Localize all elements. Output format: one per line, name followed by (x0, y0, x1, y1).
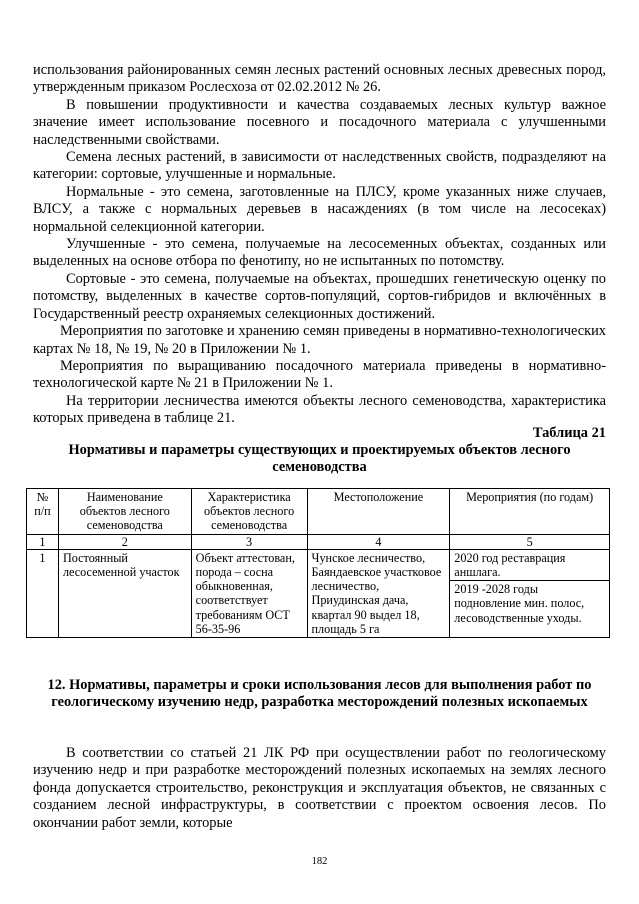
measure-item: 2020 год реставрация аншлага. (454, 550, 566, 580)
seed-objects-table (26, 488, 610, 638)
row-num: 1 (27, 549, 59, 637)
page-number: 182 (311, 856, 328, 867)
row-location: Чунское лесничество, Баяндаевское участковое лесничество, Приудинская дача, квартал 90 выдел 18, площадь 5 га (307, 549, 450, 637)
table-title: Нормативы и параметры существующих и проектируемых объектов лесного семеноводства (68, 442, 571, 476)
section-title: 12. Нормативы, параметры и сроки использования лесов для выполнения работ по геологическому изучению недр, разработка месторождений полезных ископаемых (47, 677, 592, 711)
table-row (27, 549, 610, 637)
paragraph-1: использования районированных семян лесных растений основных лесных древесных пород, утвержденным приказом Рослесхоза от 02.02.2012 № 26. (33, 62, 606, 96)
paragraph-4: Нормальные - это семена, заготовленные на ПЛСУ, кроме указанных ниже случаев, ВЛСУ, а также с нормальных деревьев в насаждениях (в том числе на лесосеках) нормальной селекционной категории. (33, 183, 606, 235)
header-name: Наименование объектов лесного семеноводства (58, 489, 191, 535)
row-measures (450, 549, 610, 637)
paragraph-9: На территории лесничества имеются объекты лесного семеноводства, характеристика которых приведена в таблице 21. (33, 392, 606, 427)
column-number: 5 (450, 534, 610, 549)
header-characteristic: Характеристика объектов лесного семеноводства (191, 489, 307, 535)
table-number-label: Таблица 21 (532, 425, 606, 441)
paragraph-7: Мероприятия по заготовке и хранению семян приведены в нормативно-технологических картах № 18, № 19, № 20 в Приложении № 1. (33, 323, 606, 357)
section-text (33, 745, 606, 832)
column-number: 3 (191, 534, 307, 549)
column-number: 1 (27, 534, 59, 549)
paragraph-6: Сортовые - это семена, получаемые на объектах, прошедших генетическую оценку по потомству, выделенных в качестве сортов-популяций, сортов-гибридов и включённых в Государственный реестр охраняемых селекционных достижений. (33, 270, 606, 322)
column-number: 4 (307, 534, 450, 549)
paragraph-8: Мероприятия по выращиванию посадочного материала приведены в нормативно-технологической карте № 21 в Приложении № 1. (33, 357, 606, 392)
header-num: № п/п (27, 489, 59, 535)
paragraph-3: Семена лесных растений, в зависимости от наследственных свойств, подразделяют на категории: сортовые, улучшенные и нормальные. (33, 149, 606, 183)
paragraph-5: Улучшенные - это семена, получаемые на лесосеменных объектах, созданных или выделенных на основе отбора по фенотипу, но не испытанных по потомству. (33, 236, 606, 270)
table-column-numbers-row (27, 534, 610, 549)
main-text (33, 62, 606, 428)
row-characteristic: Объект аттестован, порода – сосна обыкновенная, соответствует требованиям ОСТ 56-35-96 (191, 549, 307, 637)
section-paragraph: В соответствии со статьей 21 ЛК РФ при осуществлении работ по геологическому изучению недр и при разработке месторождений полезных ископаемых на землях лесного фонда допускается строительство, реконструкция и эксплуатация объектов, не связанных с созданием лесной инфраструктуры, в соответствии с проектом освоения лесов. По окончании работ земли, которые (33, 745, 606, 831)
column-number: 2 (58, 534, 191, 549)
row-name: Постоянный лесосеменной участок (58, 549, 191, 637)
paragraph-2: В повышении продуктивности и качества создаваемых лесных культур важное значение имеет использование посевного и посадочного материала с улучшенными наследственными свойствами. (33, 96, 606, 148)
table-header-row (27, 489, 610, 535)
header-measures: Мероприятия (по годам) (450, 489, 610, 535)
header-location: Местоположение (307, 489, 450, 535)
measure-item: 2019 -2028 годы подновление мин. полос, лесоводственные уходы. (450, 580, 609, 626)
